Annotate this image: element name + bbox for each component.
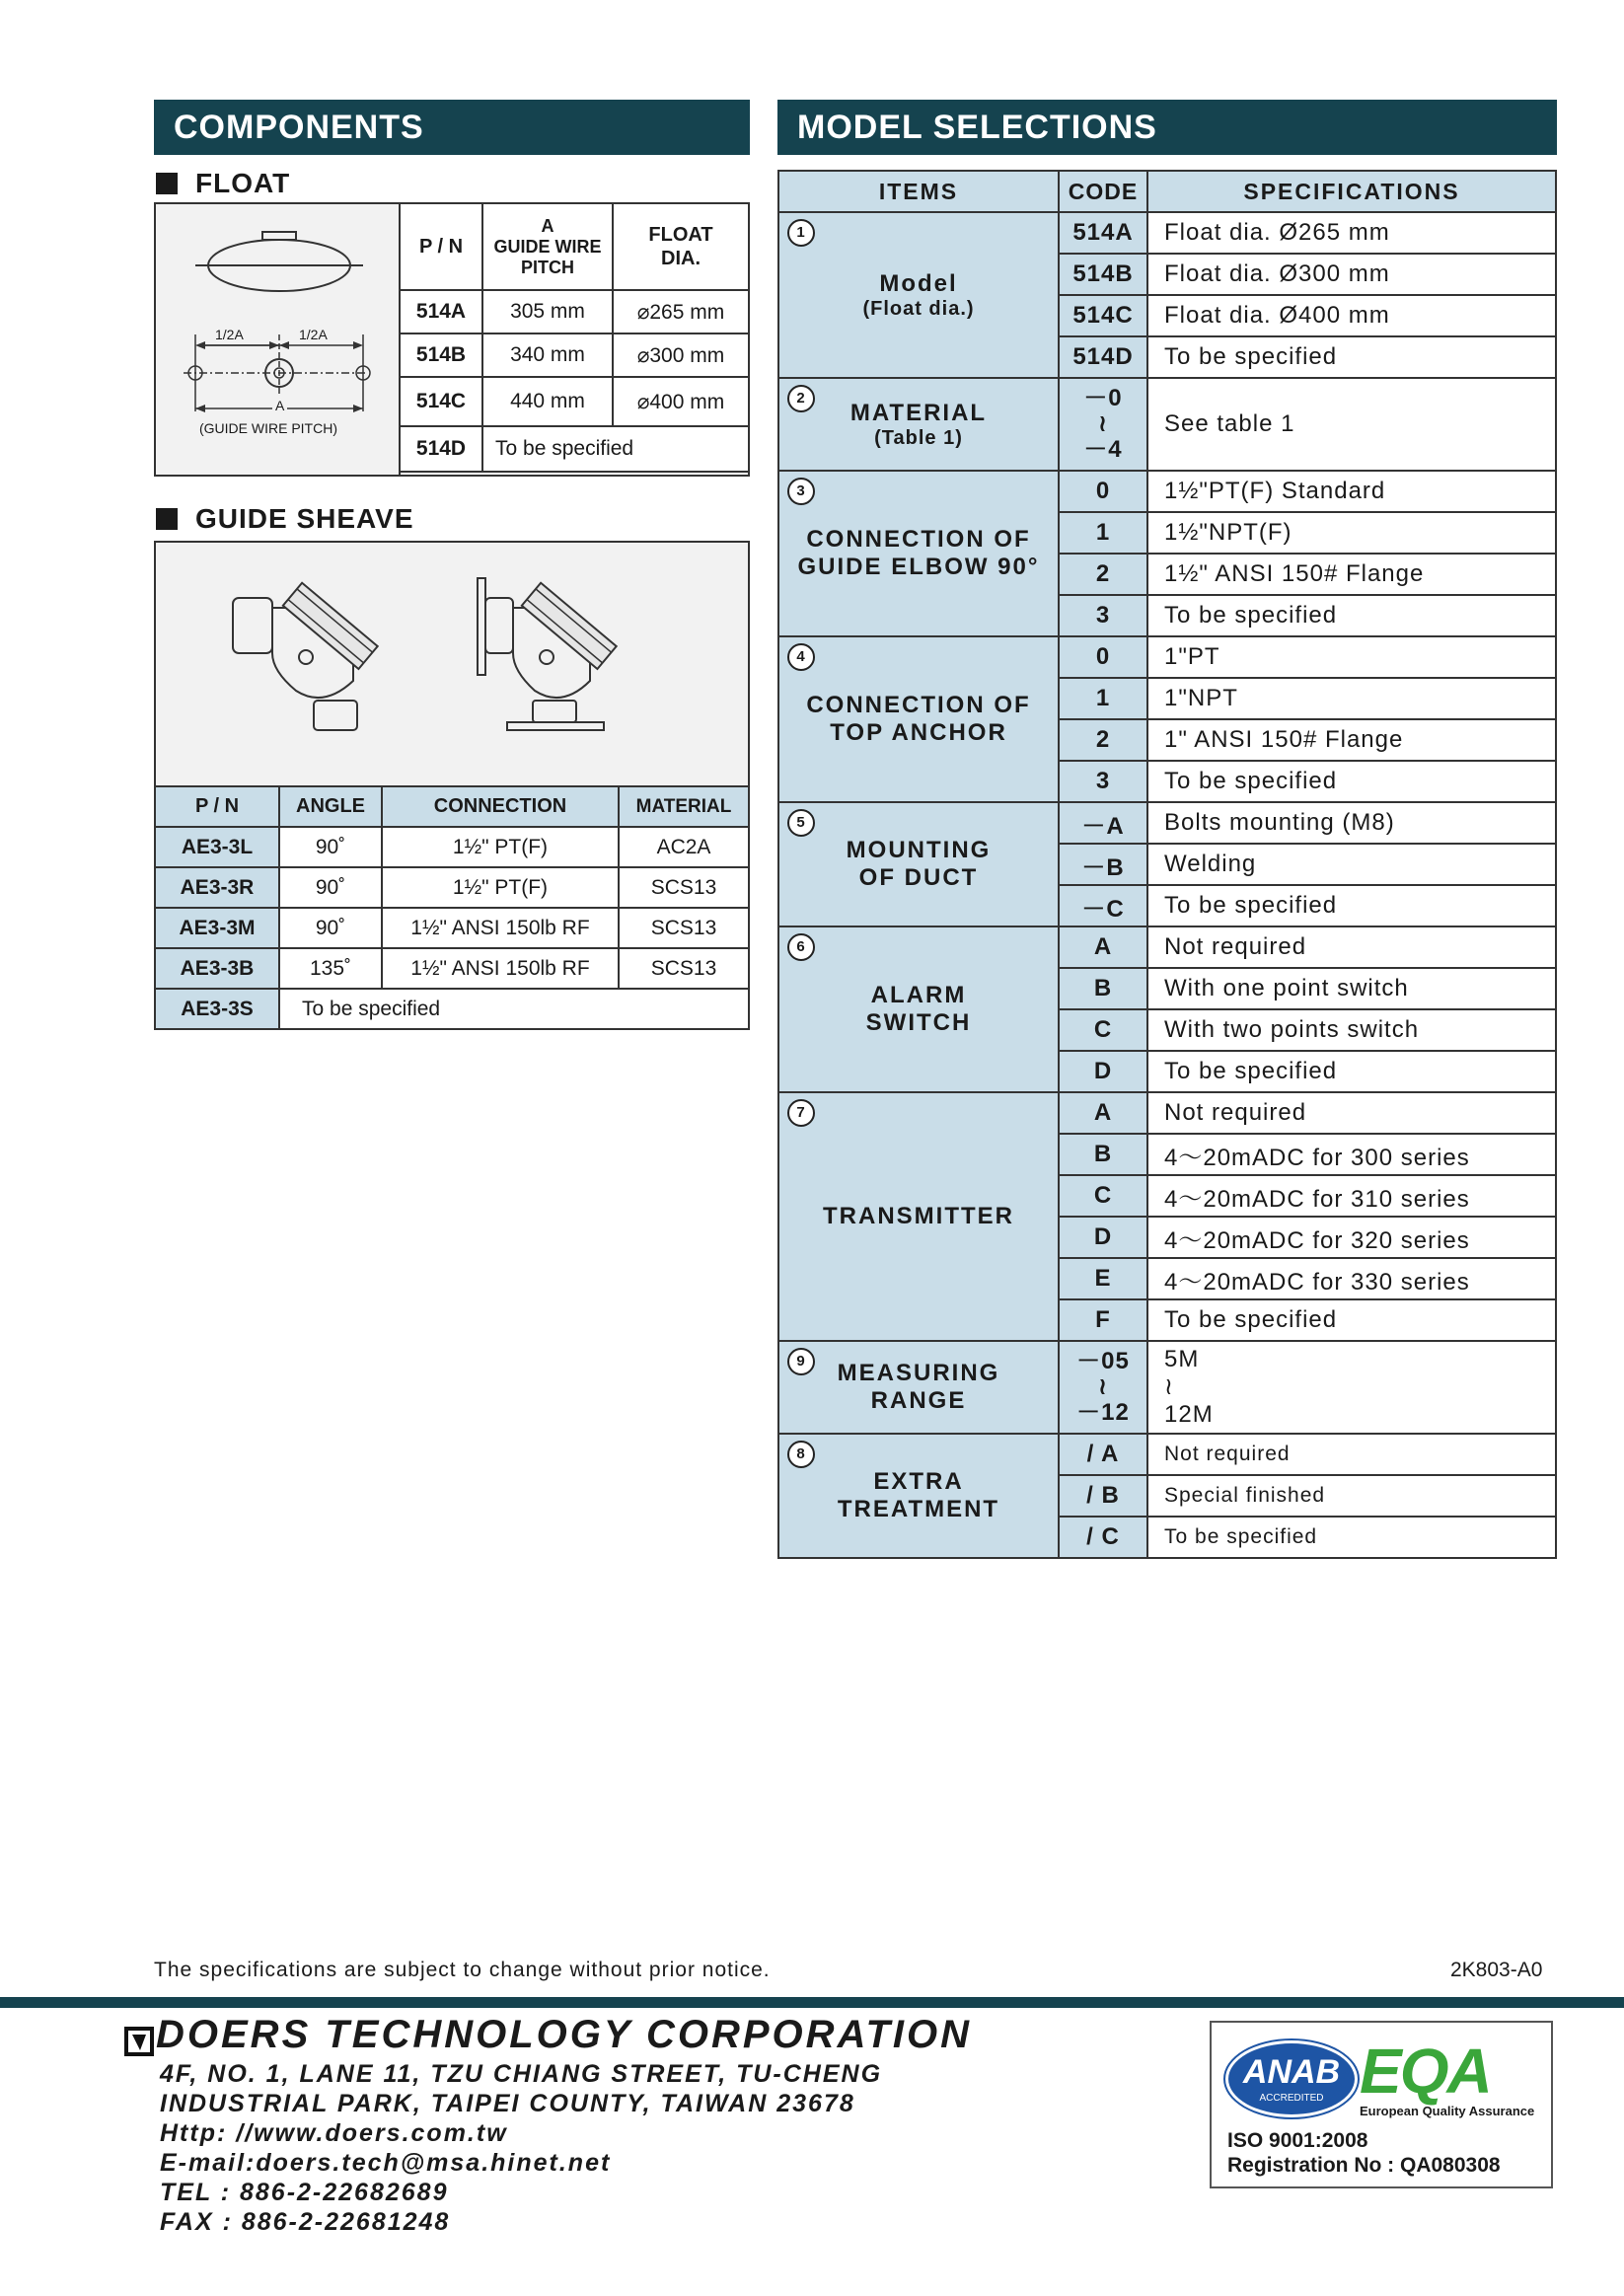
model-specification: To be specified: [1147, 336, 1556, 378]
model-specification: Not required: [1147, 1434, 1556, 1475]
item-number-badge: 4: [787, 643, 815, 671]
document-code: 2K803-A0: [1450, 1959, 1543, 1981]
float-pn: 514D: [400, 426, 482, 472]
float-pitch: 340 mm: [482, 333, 613, 377]
model-specification: To be specified: [1147, 885, 1556, 926]
model-code: A: [1059, 1092, 1147, 1134]
model-code: 0: [1059, 636, 1147, 678]
model-specification: To be specified: [1147, 1051, 1556, 1092]
float-pn: 514B: [400, 333, 482, 377]
sheave-material: SCS13: [619, 948, 749, 989]
sheave-angle: To be specified: [279, 989, 749, 1029]
item-number-badge: 3: [787, 478, 815, 505]
model-specification: Float dia. Ø300 mm: [1147, 254, 1556, 295]
sheave-connection: 1½" PT(F): [382, 827, 619, 867]
model-item-cell: [778, 212, 1059, 378]
model-item-label: CONNECTION OF GUIDE ELBOW 90°: [797, 526, 1040, 580]
components-banner: COMPONENTS: [154, 100, 750, 155]
sheave-angle: 90˚: [279, 867, 382, 908]
model-code: －C: [1059, 885, 1147, 926]
item-number-badge: 7: [787, 1099, 815, 1127]
sheave-pn: AE3-3L: [155, 827, 279, 867]
model-code: / C: [1059, 1517, 1147, 1558]
sheave-pn: AE3-3M: [155, 908, 279, 948]
guide-sheave-heading: GUIDE SHEAVE: [156, 501, 414, 537]
model-code: －0 ≀ －4: [1059, 378, 1147, 471]
half-a-right-label: 1/2A: [299, 327, 328, 342]
model-selections-table: [777, 170, 1557, 1559]
sheave-angle: 135˚: [279, 948, 382, 989]
table-row: [400, 426, 749, 472]
telephone: TEL : 886-2-22682689: [160, 2179, 449, 2206]
model-item-cell: [778, 1434, 1059, 1558]
float-pn: 514C: [400, 377, 482, 426]
model-code: 3: [1059, 595, 1147, 636]
model-code: －A: [1059, 802, 1147, 844]
model-header-specifications: SPECIFICATIONS: [1147, 171, 1556, 212]
model-code: E: [1059, 1258, 1147, 1299]
model-item-cell: [778, 378, 1059, 471]
fax: FAX : 886-2-22681248: [160, 2208, 451, 2236]
table-row: [778, 1092, 1556, 1134]
sheave-header-pn: P / N: [155, 786, 279, 827]
sheave-table: [154, 785, 750, 1030]
model-specification: 1½"NPT(F): [1147, 512, 1556, 554]
eqa-logo: EQA: [1360, 2036, 1491, 2107]
float-diagram: [156, 204, 401, 475]
float-dia: ⌀400 mm: [613, 377, 749, 426]
registration-number: Registration No : QA080308: [1227, 2154, 1501, 2177]
model-specification: To be specified: [1147, 1299, 1556, 1341]
table-row: [778, 926, 1556, 968]
model-specification: 1½"PT(F) Standard: [1147, 471, 1556, 512]
item-number-badge: 2: [787, 385, 815, 412]
model-specification: Special finished: [1147, 1475, 1556, 1517]
model-specification: 4～20mADC for 300 series: [1147, 1134, 1556, 1175]
table-row: [778, 212, 1556, 254]
anab-logo: ANAB ACCREDITED: [1225, 2040, 1358, 2117]
table-row: [400, 333, 749, 377]
table-row: [400, 377, 749, 426]
website-link[interactable]: Http: //www.doers.com.tw: [160, 2119, 508, 2147]
float-pitch: To be specified: [482, 426, 749, 472]
guide-sheave-drawing: [154, 541, 750, 785]
model-item-cell: [778, 471, 1059, 636]
model-specification: Welding: [1147, 844, 1556, 885]
model-specification: 5M ≀ 12M: [1147, 1341, 1556, 1434]
table-row: [778, 378, 1556, 471]
model-code: －05 ≀ －12: [1059, 1341, 1147, 1434]
float-pitch: 305 mm: [482, 290, 613, 333]
sheave-connection: 1½" PT(F): [382, 867, 619, 908]
model-code: / A: [1059, 1434, 1147, 1475]
notice-text: The specifications are subject to change without prior notice.: [154, 1959, 771, 1981]
model-code: D: [1059, 1051, 1147, 1092]
table-row: [778, 636, 1556, 678]
model-specification: Float dia. Ø400 mm: [1147, 295, 1556, 336]
table-row: [155, 989, 749, 1029]
table-row: [155, 867, 749, 908]
model-item-sublabel: (Float dia.): [862, 297, 975, 320]
model-item-label: ALARM SWITCH: [865, 982, 972, 1036]
float-dia: ⌀265 mm: [613, 290, 749, 333]
sheave-connection: 1½" ANSI 150lb RF: [382, 948, 619, 989]
item-number-badge: 1: [787, 219, 815, 247]
model-code: / B: [1059, 1475, 1147, 1517]
model-specification: 4～20mADC for 320 series: [1147, 1217, 1556, 1258]
table-row: [778, 471, 1556, 512]
model-specification: 4～20mADC for 330 series: [1147, 1258, 1556, 1299]
model-specification: Not required: [1147, 1092, 1556, 1134]
model-header-code: CODE: [1059, 171, 1147, 212]
model-specification: Float dia. Ø265 mm: [1147, 212, 1556, 254]
table-row: [155, 908, 749, 948]
model-specification: 1" ANSI 150# Flange: [1147, 719, 1556, 761]
sheave-header-angle: ANGLE: [279, 786, 382, 827]
model-item-cell: [778, 802, 1059, 926]
model-code: C: [1059, 1009, 1147, 1051]
model-item-cell: [778, 926, 1059, 1092]
float-header-dia: FLOAT DIA.: [613, 203, 749, 290]
item-number-badge: 5: [787, 809, 815, 837]
float-pn: 514A: [400, 290, 482, 333]
model-item-sublabel: (Table 1): [874, 426, 963, 449]
model-code: 514B: [1059, 254, 1147, 295]
item-number-badge: 8: [787, 1441, 815, 1468]
model-code: 0: [1059, 471, 1147, 512]
float-pitch: 440 mm: [482, 377, 613, 426]
model-specification: To be specified: [1147, 761, 1556, 802]
model-specification: Not required: [1147, 926, 1556, 968]
model-selections-banner: MODEL SELECTIONS: [777, 100, 1557, 155]
model-item-label: MEASURING RANGE: [837, 1360, 1000, 1414]
email-link[interactable]: E-mail:doers.tech@msa.hinet.net: [160, 2149, 612, 2177]
sheave-connection: 1½" ANSI 150lb RF: [382, 908, 619, 948]
table-row: [155, 948, 749, 989]
certification-box: [1210, 2021, 1553, 2188]
model-specification: 4～20mADC for 310 series: [1147, 1175, 1556, 1217]
sheave-material: SCS13: [619, 908, 749, 948]
model-item-label: MOUNTING OF DUCT: [846, 837, 992, 891]
table-row: [400, 290, 749, 333]
model-specification: With one point switch: [1147, 968, 1556, 1009]
table-row: [778, 1434, 1556, 1475]
model-item-cell: [778, 636, 1059, 802]
model-specification: Bolts mounting (M8): [1147, 802, 1556, 844]
float-header-pn: P / N: [400, 203, 482, 290]
model-code: 1: [1059, 678, 1147, 719]
model-item-label: CONNECTION OF TOP ANCHOR: [806, 692, 1031, 746]
model-header-items: ITEMS: [778, 171, 1059, 212]
sheave-pn: AE3-3B: [155, 948, 279, 989]
sheave-pn: AE3-3S: [155, 989, 279, 1029]
company-address: [160, 2059, 882, 2237]
company-name: DOERS TECHNOLOGY CORPORATION: [156, 2013, 973, 2056]
model-item-cell: [778, 1092, 1059, 1341]
guide-wire-pitch-label: (GUIDE WIRE PITCH): [199, 420, 337, 436]
model-code: 514A: [1059, 212, 1147, 254]
iso-standard: ISO 9001:2008: [1227, 2129, 1368, 2152]
footer-bar: [0, 1997, 1624, 2008]
model-code: F: [1059, 1299, 1147, 1341]
sheave-pn: AE3-3R: [155, 867, 279, 908]
model-code: B: [1059, 968, 1147, 1009]
model-specification: To be specified: [1147, 595, 1556, 636]
model-code: 514D: [1059, 336, 1147, 378]
float-dia: ⌀300 mm: [613, 333, 749, 377]
model-item-cell: [778, 1341, 1059, 1434]
half-a-left-label: 1/2A: [215, 327, 244, 342]
model-code: 1: [1059, 512, 1147, 554]
model-specification: 1"NPT: [1147, 678, 1556, 719]
table-row: [778, 802, 1556, 844]
model-item-label: Model: [879, 269, 958, 297]
float-heading: FLOAT: [156, 166, 290, 201]
sheave-material: AC2A: [619, 827, 749, 867]
a-label: A: [272, 398, 287, 413]
table-row: [155, 827, 749, 867]
model-code: 2: [1059, 554, 1147, 595]
address-line-2: INDUSTRIAL PARK, TAIPEI COUNTY, TAIWAN 23678: [160, 2090, 855, 2117]
model-specification: 1"PT: [1147, 636, 1556, 678]
sheave-header-connection: CONNECTION: [382, 786, 619, 827]
model-code: 3: [1059, 761, 1147, 802]
sheave-header-material: MATERIAL: [619, 786, 749, 827]
address-line-1: 4F, NO. 1, LANE 11, TZU CHIANG STREET, TU-CHENG: [160, 2060, 883, 2088]
model-item-label: MATERIAL: [849, 399, 988, 426]
table-row: [778, 1341, 1556, 1434]
sheave-drawing: [156, 543, 748, 785]
model-specification: With two points switch: [1147, 1009, 1556, 1051]
model-code: 2: [1059, 719, 1147, 761]
sheave-material: SCS13: [619, 867, 749, 908]
model-item-label: TRANSMITTER: [823, 1203, 1014, 1229]
float-section: [154, 202, 750, 477]
model-table-body: [778, 171, 1556, 1558]
model-code: C: [1059, 1175, 1147, 1217]
model-code: B: [1059, 1134, 1147, 1175]
model-code: －B: [1059, 844, 1147, 885]
eqa-subtitle: European Quality Assurance: [1360, 2104, 1535, 2118]
sheave-angle: 90˚: [279, 827, 382, 867]
model-code: A: [1059, 926, 1147, 968]
model-code: 514C: [1059, 295, 1147, 336]
item-number-badge: 9: [787, 1348, 815, 1375]
sheave-angle: 90˚: [279, 908, 382, 948]
model-item-label: EXTRA TREATMENT: [837, 1468, 1000, 1522]
doers-logo-icon: [124, 2025, 156, 2056]
item-number-badge: 6: [787, 933, 815, 961]
model-specification: 1½" ANSI 150# Flange: [1147, 554, 1556, 595]
model-specification: To be specified: [1147, 1517, 1556, 1558]
float-table: [399, 202, 750, 473]
model-specification: See table 1: [1147, 378, 1556, 471]
model-code: D: [1059, 1217, 1147, 1258]
float-header-pitch: A GUIDE WIRE PITCH: [482, 203, 613, 290]
